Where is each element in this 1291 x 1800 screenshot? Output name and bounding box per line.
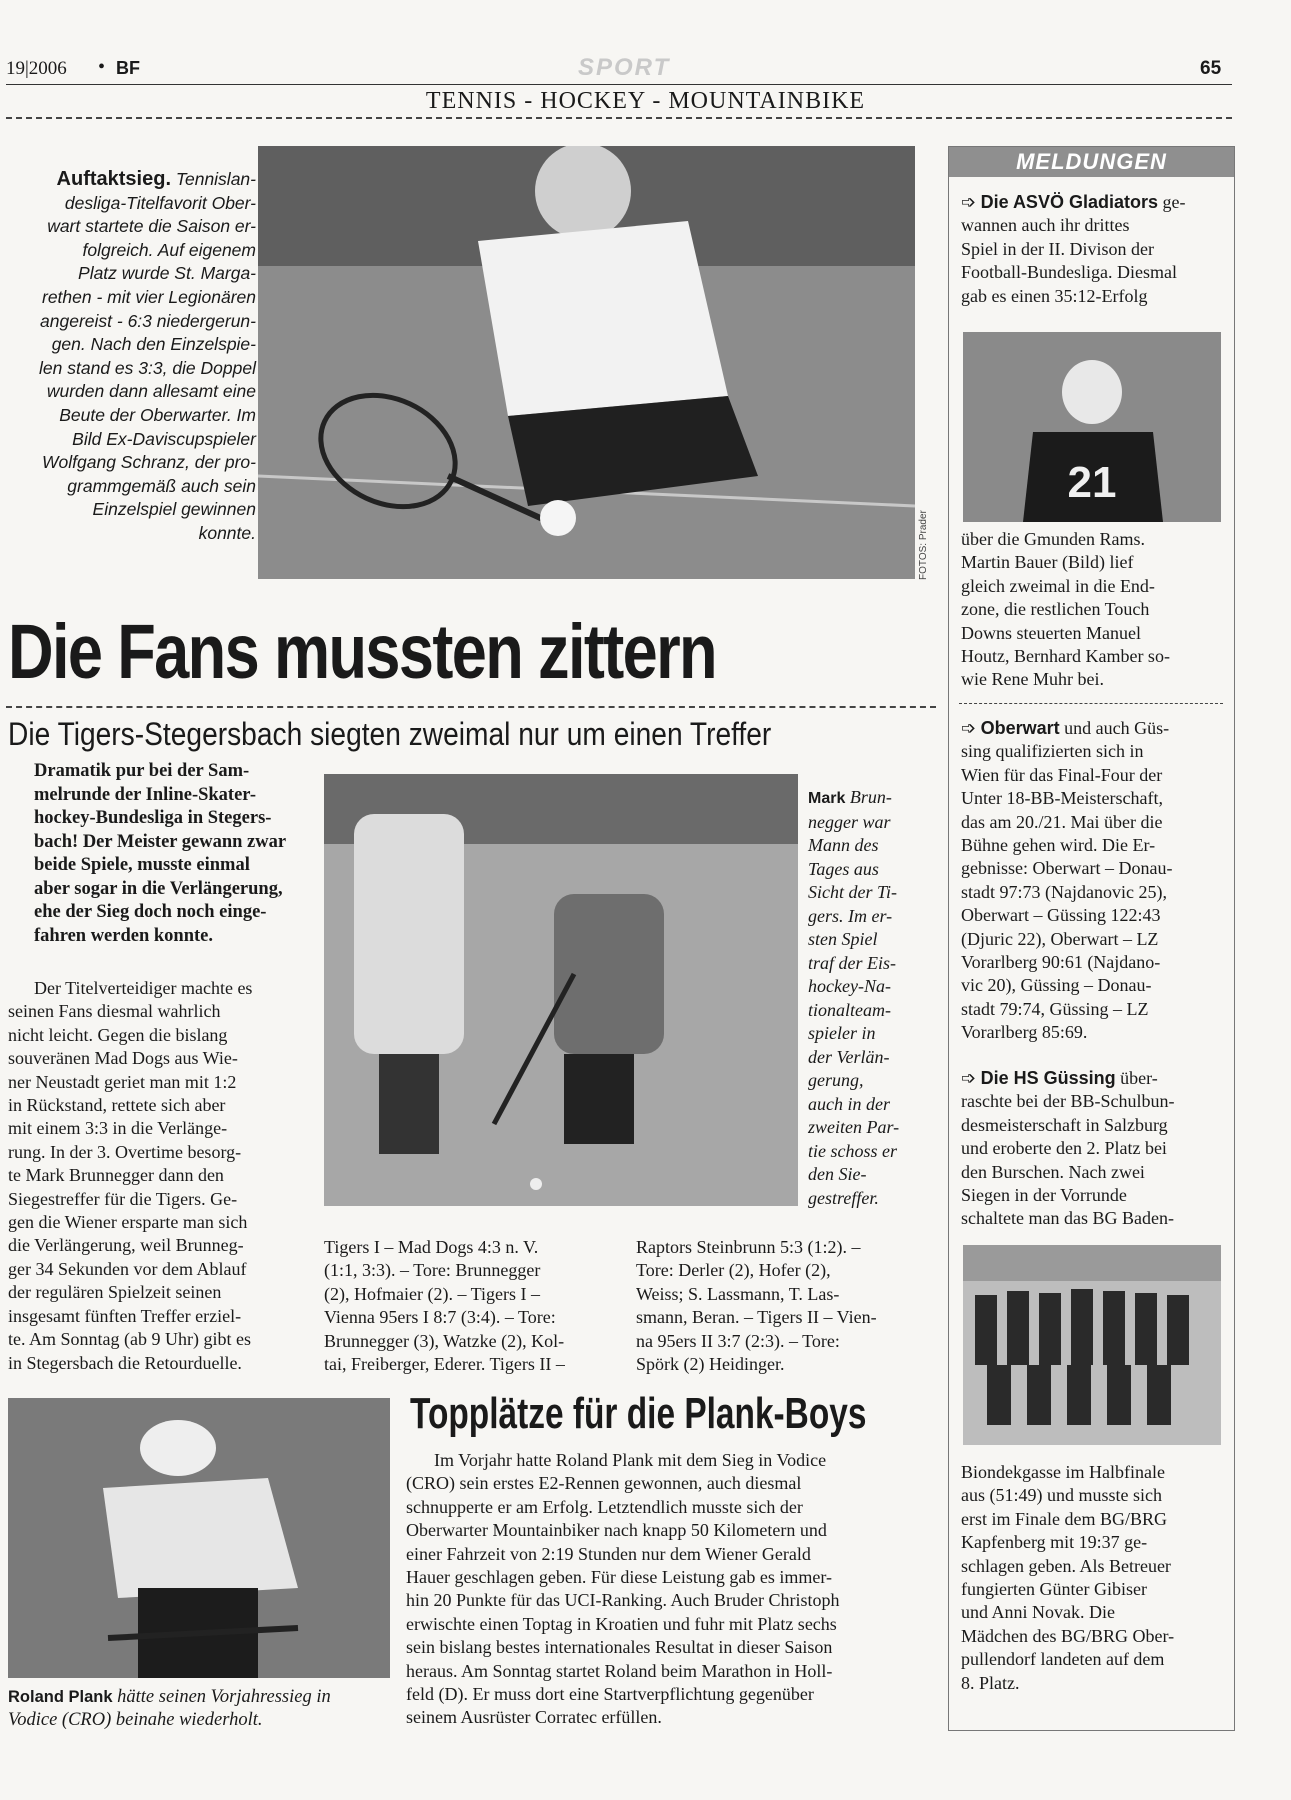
- caption-line: wart startete die Saison er-: [47, 216, 256, 237]
- results-right: [636, 1236, 918, 1376]
- item-line: Martin Bauer (Bild) lief: [961, 552, 1134, 573]
- page-number: 65: [1200, 58, 1222, 79]
- caption-line: rethen - mit vier Legionären: [42, 286, 256, 307]
- caption-line: gerung,: [808, 1070, 864, 1090]
- caption-line: Beute der Oberwarter. Im: [59, 404, 256, 425]
- item-line: gab es einen 35:12-Erfolg: [961, 285, 1148, 306]
- article2-line: Oberwarter Mountainbiker nach knapp 50 Kilometern und: [406, 1520, 827, 1541]
- sidebar-item-oberwart: [961, 717, 1227, 1045]
- item-line: (Djuric 22), Oberwart – LZ: [961, 928, 1159, 949]
- caption-line: negger war: [808, 811, 891, 832]
- results-line: Brunnegger (3), Watzke (2), Kol-: [324, 1330, 565, 1351]
- item-line: über die Gmunden Rams.: [961, 529, 1145, 549]
- item-line: Biondekgasse im Halbfinale: [961, 1462, 1165, 1482]
- sidebar-title: MELDUNGEN: [949, 147, 1234, 177]
- football-photo: [963, 332, 1221, 522]
- caption-line: Tennislan-: [175, 169, 256, 189]
- lead-line: melrunde der Inline-Skater-: [34, 784, 256, 805]
- lead-line: bach! Der Meister gewann zwar: [34, 831, 287, 852]
- body-line: Siegestreffer für die Tigers. Ge-: [8, 1188, 238, 1209]
- item-line: Oberwart – Güssing 122:43: [961, 905, 1161, 926]
- caption-line: angereist - 6:3 niedergerun-: [40, 310, 256, 331]
- item-line: und auch Güs-: [1064, 718, 1170, 738]
- rubric: TENNIS - HOCKEY - MOUNTAINBIKE: [425, 88, 866, 114]
- body-line: der regulären Spielzeit seinen: [8, 1282, 222, 1303]
- caption-line: sten Spiel: [808, 929, 878, 949]
- caption-line: gers. Im er-: [808, 905, 893, 926]
- item-line: Spiel in der II. Divison der: [961, 238, 1154, 259]
- article2-body: [406, 1449, 918, 1730]
- publication-name: BF: [116, 58, 140, 78]
- article2-line: Im Vorjahr hatte Roland Plank mit dem Sieg in Vodice: [434, 1450, 827, 1470]
- item-line: Vorarlberg 85:69.: [961, 1022, 1088, 1043]
- results-line: Raptors Steinbrunn 5:3 (1:2). –: [636, 1237, 861, 1257]
- item-line: vic 20), Güssing – Donau-: [961, 975, 1152, 996]
- item-line: Houtz, Bernhard Kamber so-: [961, 646, 1170, 667]
- caption-line: spieler in: [808, 1023, 876, 1043]
- body-text: [8, 977, 300, 1375]
- article2-line: schnupperte er am Erfolg. Letztendlich musste sich der: [406, 1496, 803, 1517]
- bike-caption: [8, 1686, 398, 1732]
- article2-line: feld (D). Er muss dort eine Startverpflichtung gegenüber: [406, 1684, 814, 1705]
- caption-line: Bild Ex-Daviscupspieler: [72, 428, 256, 449]
- article2-line: (CRO) sein erstes E2-Rennen gewonnen, auch diesmal: [406, 1473, 802, 1494]
- item-line: ge-: [1162, 192, 1186, 212]
- tennis-photo: [258, 146, 915, 579]
- caption-line: Mann des: [808, 835, 879, 855]
- rubric-divider: [6, 117, 1232, 119]
- item-line: gebnisse: Oberwart – Donau-: [961, 858, 1173, 879]
- caption-line: Tages aus: [808, 858, 879, 879]
- section-label: SPORT: [578, 54, 671, 81]
- sidebar-item-gladiators: [961, 191, 1227, 308]
- body-line: souveränen Mad Dogs aus Wie-: [8, 1048, 238, 1069]
- caption-line: den Sie-: [808, 1164, 867, 1184]
- item-line: sing qualifizierten sich in: [961, 741, 1144, 762]
- arrow-icon: ➩: [961, 192, 977, 212]
- caption-line: traf der Eis-: [808, 952, 896, 973]
- item-lead: Die HS Güssing: [980, 1068, 1116, 1088]
- caption-line: Sicht der Ti-: [808, 882, 897, 902]
- item-line: aus (51:49) und musste sich: [961, 1485, 1162, 1506]
- item-line: Vorarlberg 90:61 (Najdano-: [961, 952, 1161, 973]
- hockey-caption: [808, 786, 918, 1210]
- sidebar-item-hs-guessing: [961, 1067, 1227, 1231]
- caption-line: grammgemäß auch sein: [67, 475, 256, 496]
- caption-line: folgreich. Auf eigenem: [82, 239, 256, 260]
- body-line: in Stegersbach die Retourduelle.: [8, 1352, 242, 1373]
- item-line: stadt 97:73 (Najdanovic 25),: [961, 881, 1167, 902]
- results-line: smann, Beran. – Tigers II – Vien-: [636, 1307, 877, 1328]
- sidebar-item-gladiators-cont: [961, 528, 1227, 692]
- caption-line: hockey-Na-: [808, 976, 891, 996]
- body-line: die Verlängerung, weil Brunneg-: [8, 1235, 244, 1256]
- article2-line: erwischte einen Toptag in Kroatien und fuhr mit Platz sechs: [406, 1613, 837, 1634]
- results-line: tai, Freiberger, Ederer. Tigers II –: [324, 1354, 565, 1375]
- caption-lead: Auftaktsieg.: [56, 168, 172, 190]
- results-left: [324, 1236, 604, 1376]
- body-line: ger 34 Sekunden vor dem Ablauf: [8, 1258, 247, 1279]
- bike-caption-lead: Roland Plank: [8, 1688, 113, 1706]
- caption-line: Wolfgang Schranz, der pro-: [42, 452, 256, 473]
- results-line: na 95ers II 3:7 (2:3). – Tore:: [636, 1330, 840, 1351]
- article2-line: sein bislang bestes internationales Resultat in dieser Saison: [406, 1637, 833, 1658]
- item-lead: Die ASVÖ Gladiators: [980, 192, 1158, 212]
- lead-line: beide Spiele, musste einmal: [34, 855, 250, 875]
- body-line: mit einem 3:3 in die Verlänge-: [8, 1118, 228, 1139]
- item-line: und eroberte den 2. Platz bei: [961, 1138, 1167, 1159]
- body-line: gen die Wiener ersparte man sich: [8, 1212, 248, 1233]
- caption-line: gestreffer.: [808, 1187, 879, 1208]
- body-line: ner Neustadt geriet man mit 1:2: [8, 1071, 237, 1092]
- results-line: Vienna 95ers I 8:7 (3:4). – Tore:: [324, 1307, 556, 1328]
- body-line: seinen Fans diesmal wahrlich: [8, 1001, 221, 1022]
- results-line: Tore: Derler (2), Hofer (2),: [636, 1260, 831, 1281]
- team-group-illustration: [963, 1245, 1221, 1445]
- item-line: Siegen in der Vorrunde: [961, 1185, 1127, 1206]
- main-headline: Die Fans mussten zittern: [8, 609, 716, 695]
- caption-line: gen. Nach den Einzelspie-: [51, 334, 256, 355]
- item-line: Mädchen des BG/BRG Ober-: [961, 1625, 1175, 1646]
- item-line: wannen auch ihr drittes: [961, 215, 1130, 236]
- article2-line: Hauer geschlagen geben. Für diese Leistung gab es immer-: [406, 1567, 832, 1588]
- item-line: zone, die restlichen Touch: [961, 599, 1150, 620]
- lead-line: ehe der Sieg doch noch einge-: [34, 902, 267, 922]
- hockey-players-illustration: [324, 774, 798, 1206]
- arrow-icon: ➩: [961, 718, 977, 738]
- lead-line: aber sogar in die Verlängerung,: [34, 878, 283, 899]
- results-line: Weiss; S. Lassmann, T. Las-: [636, 1283, 840, 1304]
- caption-line: Vodice (CRO) beinahe wiederholt.: [8, 1710, 263, 1730]
- article2-line: hin 20 Punkte für das UCI-Ranking. Auch Bruder Christoph: [406, 1590, 840, 1611]
- item-line: stadt 79:74, Güssing – LZ: [961, 998, 1149, 1019]
- header-separator: •: [98, 56, 106, 78]
- football-player-illustration: [963, 332, 1221, 522]
- item-line: erst im Finale dem BG/BRG: [961, 1508, 1167, 1529]
- article2-line: einer Fahrzeit von 2:19 Stunden nur dem Wiener Gerald: [406, 1543, 811, 1564]
- results-line: Tigers I – Mad Dogs 4:3 n. V.: [324, 1237, 539, 1257]
- caption-line: zweiten Par-: [808, 1117, 900, 1137]
- basketball-team-photo: [963, 1245, 1221, 1445]
- caption-line: auch in der: [808, 1093, 890, 1114]
- header-rule: [6, 84, 1232, 85]
- subheadline: Die Tigers-Stegersbach siegten zweimal nur um einen Treffer: [8, 716, 772, 752]
- body-line: in Rückstand, rettete sich aber: [8, 1095, 226, 1116]
- arrow-icon: ➩: [961, 1068, 977, 1088]
- caption-line: Einzelspiel gewinnen: [92, 499, 256, 520]
- body-line: Der Titelverteidiger machte es: [34, 978, 253, 998]
- item-line: Wien für das Final-Four der: [961, 764, 1163, 785]
- article2-line: seinem Ausrüster Corratec erfüllen.: [406, 1707, 662, 1728]
- lead-line: Dramatik pur bei der Sam-: [34, 761, 250, 781]
- jersey-number: 21: [1067, 458, 1117, 507]
- item-line: schlagen geben. Als Betreuer: [961, 1555, 1171, 1576]
- results-line: (1:1, 3:3). – Tore: Brunnegger: [324, 1260, 541, 1281]
- item-line: das am 20./21. Mai über die: [961, 811, 1163, 832]
- item-line: über-: [1120, 1068, 1158, 1088]
- caption-line: desliga-Titelfavorit Ober-: [64, 192, 256, 213]
- hockey-caption-lead: Mark: [808, 790, 846, 807]
- body-line: te Mark Brunnegger dann den: [8, 1165, 224, 1186]
- sidebar-meldungen: [948, 146, 1235, 1731]
- caption-line: Brun-: [849, 787, 892, 807]
- caption-line: wurden dann allesamt eine: [46, 381, 256, 402]
- caption-line: Platz wurde St. Marga-: [78, 263, 256, 284]
- item-line: desmeisterschaft in Salzburg: [961, 1114, 1168, 1135]
- page-header: [0, 52, 1291, 86]
- item-line: Football-Bundesliga. Diesmal: [961, 262, 1177, 283]
- cyclist-illustration: [8, 1398, 390, 1678]
- sidebar-item-hs-guessing-cont: [961, 1461, 1227, 1695]
- body-line: nicht leicht. Gegen die bislang: [8, 1024, 228, 1045]
- body-line: te. Am Sonntag (ab 9 Uhr) gibt es: [8, 1329, 251, 1350]
- item-line: raschte bei der BB-Schulbun-: [961, 1091, 1175, 1112]
- results-line: Spörk (2) Heidinger.: [636, 1354, 785, 1375]
- hockey-photo: [324, 774, 798, 1206]
- caption-line: len stand es 3:3, die Doppel: [39, 357, 256, 378]
- lead-paragraph: [34, 760, 324, 948]
- lead-line: fahren werden konnte.: [34, 925, 214, 946]
- item-line: Unter 18-BB-Meisterschaft,: [961, 788, 1163, 809]
- item-line: Bühne gehen wird. Die Er-: [961, 835, 1156, 856]
- photo-credit: FOTOS: Prader: [918, 510, 929, 580]
- caption-line: konnte.: [198, 522, 256, 543]
- body-line: insgesamt fünften Treffer erziel-: [8, 1305, 242, 1326]
- item-line: schaltete man das BG Baden-: [961, 1208, 1174, 1229]
- lead-line: hockey-Bundesliga in Stegers-: [34, 808, 272, 828]
- caption-line: tie schoss er: [808, 1140, 897, 1161]
- item-line: pullendorf landeten auf dem: [961, 1649, 1165, 1670]
- body-line: rung. In der 3. Overtime besorg-: [8, 1141, 242, 1162]
- item-line: gleich zweimal in die End-: [961, 575, 1155, 596]
- item-line: wie Rene Muhr bei.: [961, 669, 1104, 690]
- item-line: Kapfenberg mit 19:37 ge-: [961, 1532, 1148, 1553]
- sidebar-divider: [959, 703, 1223, 704]
- item-lead: Oberwart: [980, 718, 1060, 738]
- article2-line: heraus. Am Sonntag startet Roland beim Marathon in Holl-: [406, 1660, 833, 1681]
- headline-divider: [6, 706, 936, 708]
- item-line: und Anni Novak. Die: [961, 1602, 1115, 1623]
- item-line: Downs steuerten Manuel: [961, 622, 1141, 643]
- item-line: den Burschen. Nach zwei: [961, 1161, 1145, 1182]
- caption-line: tionalteam-: [808, 999, 891, 1020]
- caption-line: der Verlän-: [808, 1046, 890, 1067]
- tennis-player-illustration: [258, 146, 915, 579]
- article2-headline: Topplätze für die Plank-Boys: [410, 1389, 867, 1438]
- caption-line: hätte seinen Vorjahressieg in: [117, 1687, 331, 1707]
- issue-number: 19|2006: [6, 58, 67, 79]
- item-line: 8. Platz.: [961, 1672, 1020, 1693]
- tennis-caption: [30, 168, 256, 546]
- mountainbike-photo: [8, 1398, 390, 1678]
- item-line: fungierten Günter Gibiser: [961, 1579, 1147, 1600]
- results-line: (2), Hofmaier (2). – Tigers I –: [324, 1283, 540, 1304]
